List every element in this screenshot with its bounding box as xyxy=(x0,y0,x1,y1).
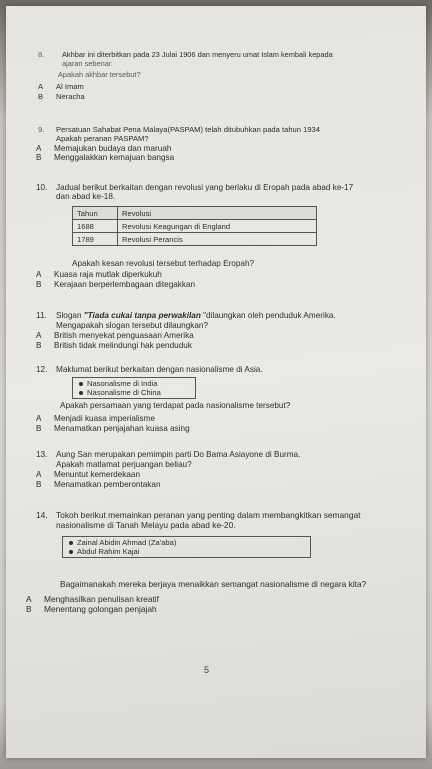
q12-question: Apakah persamaan yang terdapat pada nasionalisme tersebut? xyxy=(60,401,291,410)
option-text: British menyekat penguasaan Amerika xyxy=(54,331,194,340)
q13-option-a[interactable] xyxy=(36,470,140,480)
q14-number: 14. xyxy=(36,510,48,520)
q12-info-text: Nasonalisme di India xyxy=(87,379,158,388)
option-text: British tidak melindungi hak penduduk xyxy=(54,341,192,350)
option-letter: A xyxy=(36,470,42,479)
option-letter: B xyxy=(36,424,42,433)
q8-option-b[interactable] xyxy=(38,92,85,102)
q8-option-a[interactable] xyxy=(38,82,84,92)
q12-stem: Maklumat berikut berkaitan dengan nasionalisme di Asia. xyxy=(56,365,263,374)
q14-info-text: Zainal Abidin Ahmad (Za'aba) xyxy=(77,538,177,547)
page-number: 5 xyxy=(204,665,210,675)
revolution-table xyxy=(72,206,317,246)
table-cell: Revolusi Perancis xyxy=(118,233,317,246)
option-letter: A xyxy=(36,144,42,153)
q14-info-box xyxy=(62,536,311,558)
q11-question: Mengapakah slogan tersebut dilaungkan? xyxy=(56,321,209,330)
option-text: Menentang golongan penjajah xyxy=(44,604,157,614)
q12-option-a[interactable] xyxy=(36,414,155,424)
option-letter: B xyxy=(38,92,44,101)
option-text: Menggalakkan kemajuan bangsa xyxy=(54,153,175,162)
option-letter: B xyxy=(36,280,42,289)
q10-question: Apakah kesan revolusi tersebut terhadap Eropah? xyxy=(72,259,255,268)
q9-option-b[interactable] xyxy=(36,153,174,163)
option-letter: B xyxy=(26,604,32,614)
q13-option-b[interactable] xyxy=(36,480,161,490)
option-letter: A xyxy=(36,331,42,340)
q12-number: 12. xyxy=(36,365,48,374)
option-text: Menghasilkan penulisan kreatif xyxy=(44,594,159,604)
q10-option-b[interactable] xyxy=(36,280,195,290)
q12-option-b[interactable] xyxy=(36,424,190,434)
option-letter: A xyxy=(38,82,44,91)
bullet-icon xyxy=(69,541,73,545)
q14-info-item xyxy=(69,547,304,556)
table-header-cell: Tahun xyxy=(73,207,118,220)
q14-stem-line1: Tokoh berikut memainkan peranan yang penting dalam membangkitkan semangat xyxy=(56,510,361,520)
table-cell: 1789 xyxy=(73,233,118,246)
table-row xyxy=(73,220,317,233)
q11-stem-pre: Slogan xyxy=(56,311,84,320)
q14-info-text: Abdul Rahim Kajai xyxy=(77,547,140,556)
q14-question: Bagaimanakah mereka berjaya menaikkan semangat nasionalisme di negara kita? xyxy=(60,579,367,589)
q8-stem-line1: Akhbar ini diterbitkan pada 23 Julai 1906 dan menyeru umat Islam kembali kepada xyxy=(62,50,333,59)
q10-stem-line1: Jadual berikut berkaitan dengan revolusi yang berlaku di Eropah pada abad ke-17 xyxy=(56,183,354,192)
q12-info-box xyxy=(72,377,196,399)
q8-number: 8. xyxy=(38,50,45,59)
bullet-icon xyxy=(69,550,73,554)
q14-option-b[interactable] xyxy=(26,604,157,614)
option-text: Neracha xyxy=(56,92,85,101)
q11-option-b[interactable] xyxy=(36,341,192,351)
q14-option-a[interactable] xyxy=(26,594,159,604)
q14-stem-line2: nasionalisme di Tanah Melayu pada abad ke-20. xyxy=(56,520,236,530)
q9-number: 9. xyxy=(38,125,45,134)
q11-stem-post: "dilaungkan oleh penduduk Amerika. xyxy=(200,311,336,320)
q10-number: 10. xyxy=(36,183,48,192)
option-text: Menamatkan pemberontakan xyxy=(54,480,161,489)
q12-info-item xyxy=(79,379,189,388)
option-letter: B xyxy=(36,153,42,162)
q11-slogan: "Tiada cukai tanpa perwakilan xyxy=(83,311,201,320)
q10-stem-line2: dan abad ke-18. xyxy=(56,192,116,201)
table-row xyxy=(73,233,317,246)
q8-stem-line2: ajaran sebenar. xyxy=(62,59,113,68)
option-text: Menuntut kemerdekaan xyxy=(54,470,141,479)
option-text: Menjadi kuasa imperialisme xyxy=(54,414,156,423)
q10-option-a[interactable] xyxy=(36,270,162,280)
option-text: Menamatkan penjajahan kuasa asing xyxy=(54,424,190,433)
option-letter: B xyxy=(36,341,42,350)
q12-info-text: Nasonalisme di China xyxy=(87,388,161,397)
option-text: Al Imam xyxy=(56,82,84,91)
option-letter: B xyxy=(36,480,42,489)
table-header-row xyxy=(73,207,317,220)
q14-info-item xyxy=(69,538,304,547)
option-text: Memajukan budaya dan maruah xyxy=(54,144,172,153)
q13-stem: Aung San merupakan pemimpin parti Do Bama Asiayone di Burma. xyxy=(56,450,301,459)
q11-option-a[interactable] xyxy=(36,331,194,341)
bullet-icon xyxy=(79,391,83,395)
option-letter: A xyxy=(36,414,42,423)
exam-sheet xyxy=(6,6,426,758)
q11-stem xyxy=(56,311,426,321)
q12-info-item xyxy=(79,388,189,397)
table-cell: 1688 xyxy=(73,220,118,233)
option-letter: A xyxy=(26,594,32,604)
option-text: Kuasa raja mutlak diperkukuh xyxy=(54,270,162,279)
q8-question: Apakah akhbar tersebut? xyxy=(58,70,141,79)
table-cell: Revolusi Keagungan di England xyxy=(118,220,317,233)
option-text: Kerajaan berperlembagaan ditegakkan xyxy=(54,280,196,289)
option-letter: A xyxy=(36,270,42,279)
q9-stem: Persatuan Sahabat Pena Malaya(PASPAM) telah ditubuhkan pada tahun 1934 xyxy=(56,125,320,134)
q13-question: Apakah matlamat perjuangan beliau? xyxy=(56,460,192,469)
q13-number: 13. xyxy=(36,450,48,459)
bullet-icon xyxy=(79,382,83,386)
q9-question: Apakah peranan PASPAM? xyxy=(56,134,149,143)
table-header-cell: Revolusi xyxy=(118,207,317,220)
q11-number: 11. xyxy=(36,311,47,320)
